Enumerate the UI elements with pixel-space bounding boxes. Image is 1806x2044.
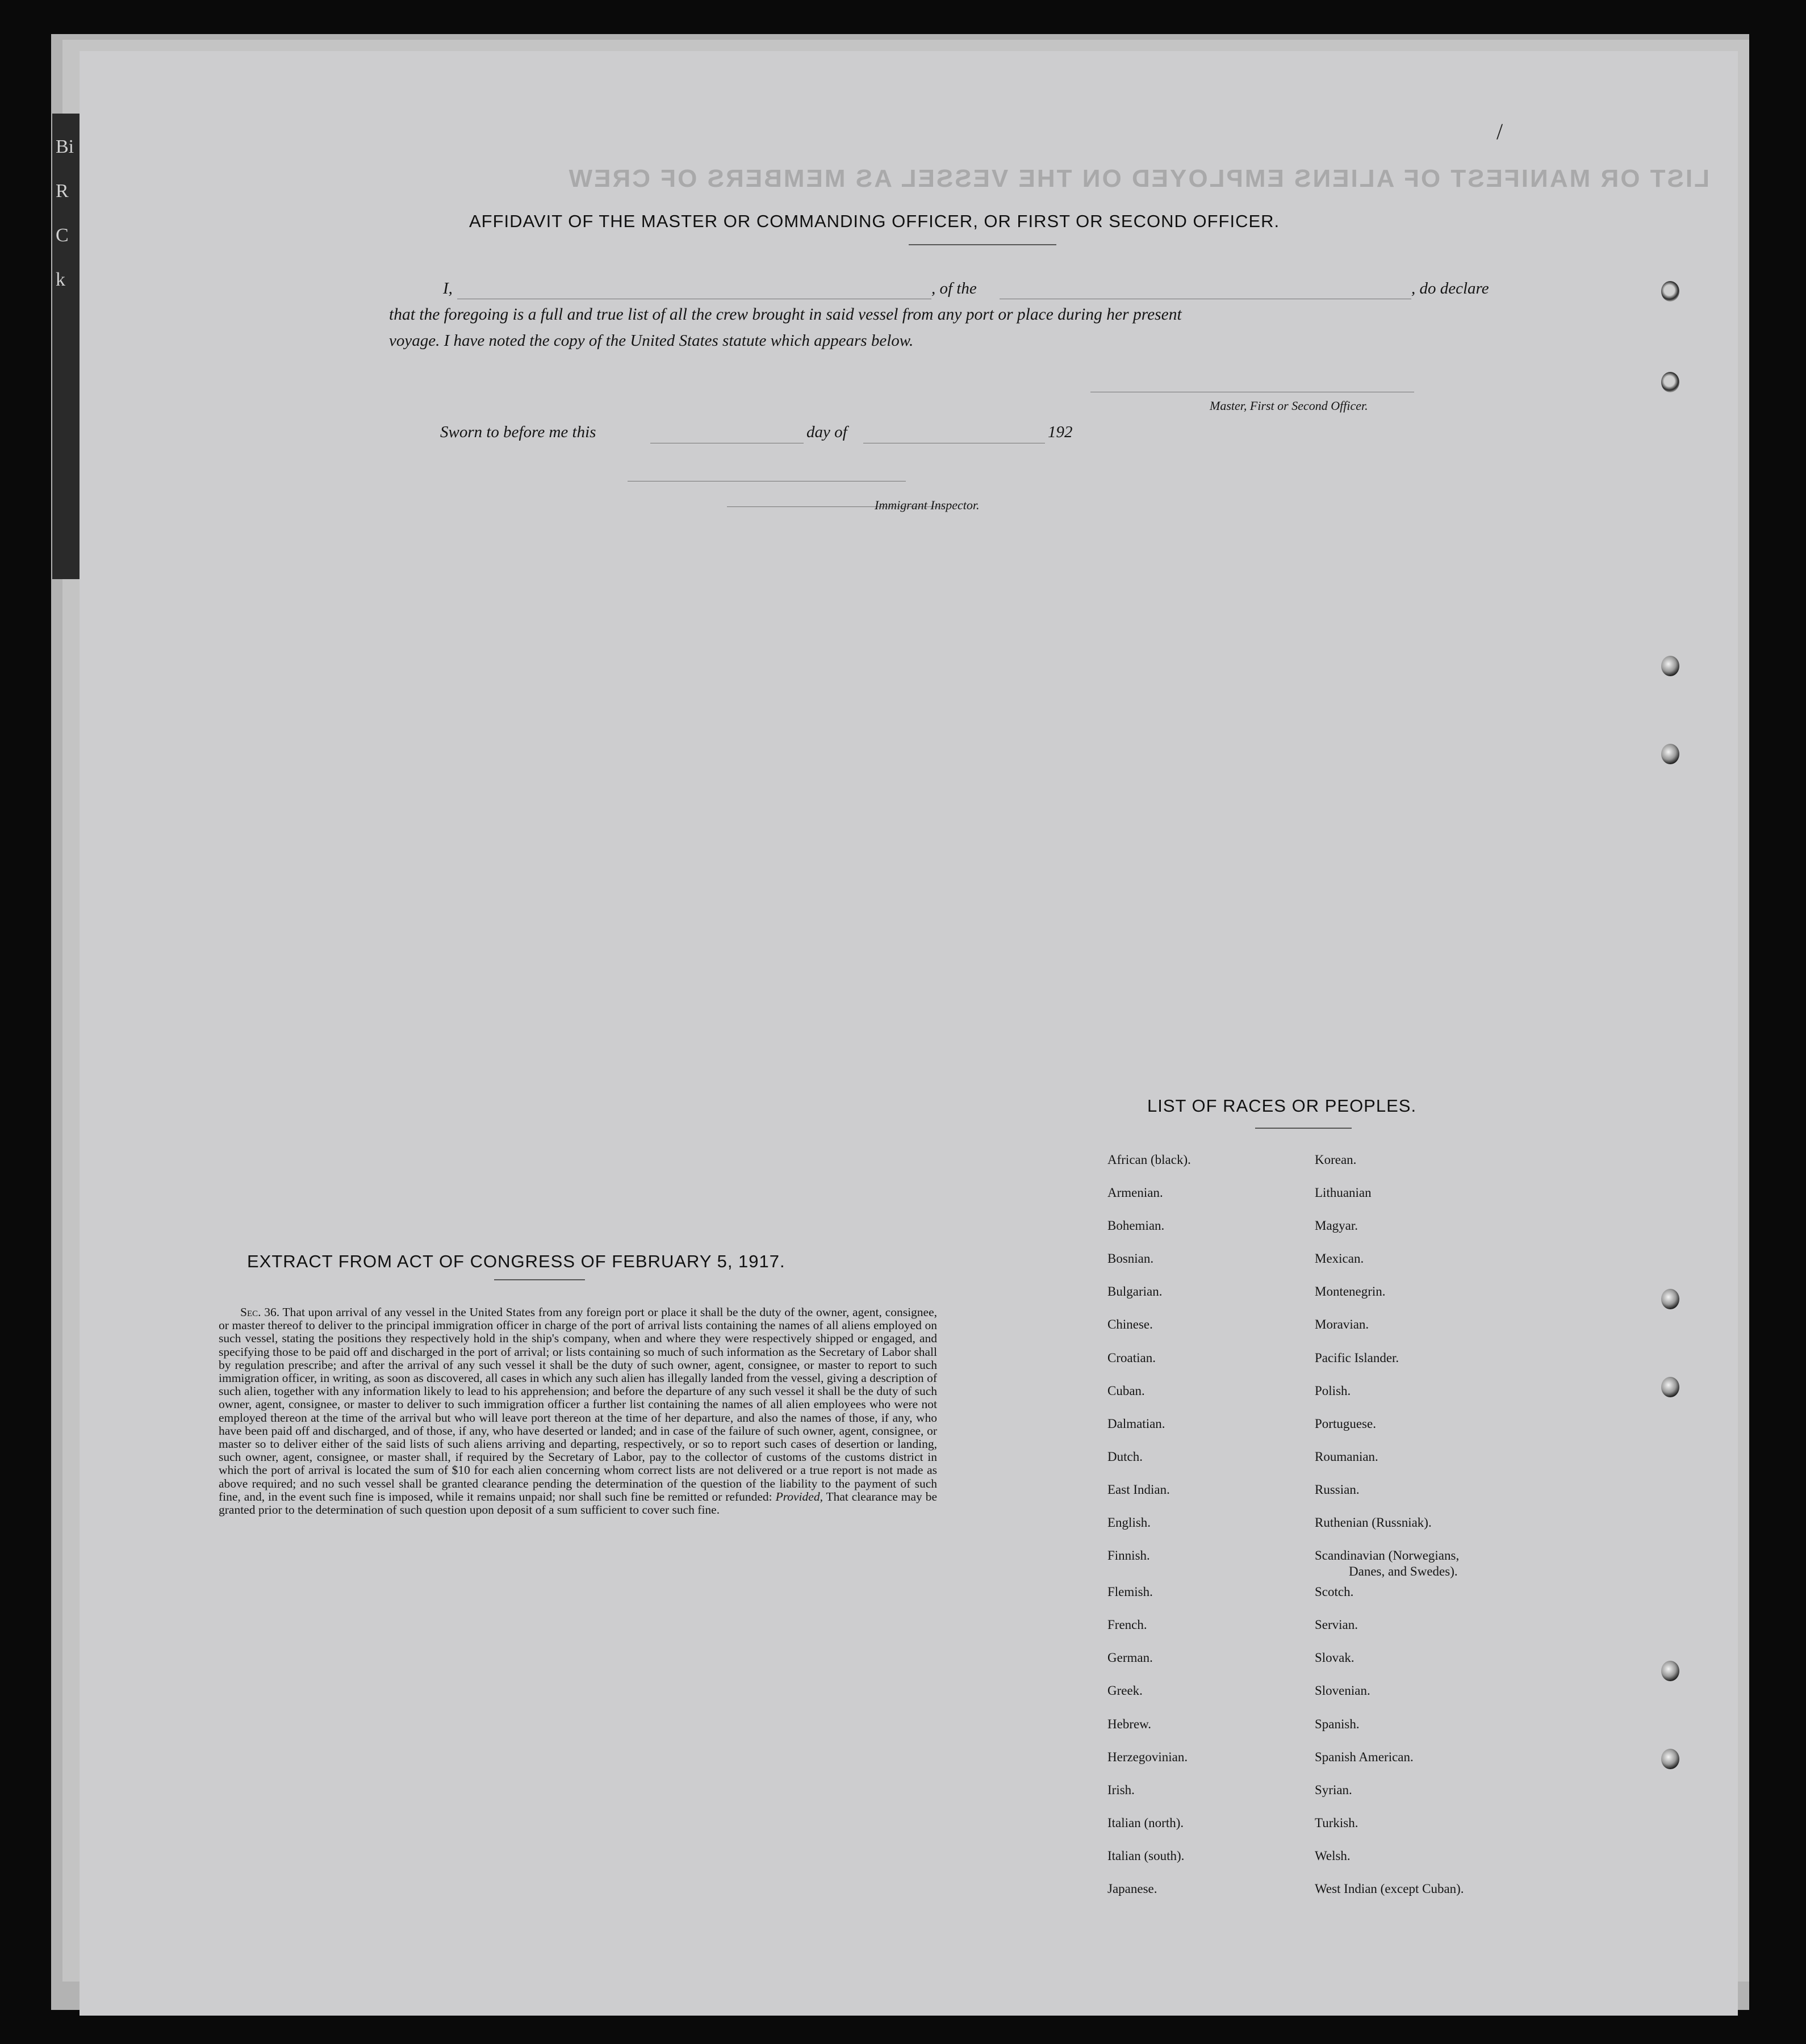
signature-caption: Master, First or Second Officer. [1210,399,1368,413]
race-item: Turkish. [1315,1815,1358,1830]
race-item: Slovenian. [1315,1683,1370,1698]
declaration-line-2: that the foregoing is a full and true list of all the crew brought in said vessel from any port or place during her present [389,305,1182,324]
races-right-column [1315,1153,1464,1915]
race-item: Scotch. [1315,1585,1354,1599]
race-item: Syrian. [1315,1782,1352,1797]
binder-hole-icon [1661,1749,1679,1769]
race-item: Croatian. [1107,1350,1156,1365]
declaration-line-3: voyage. I have noted the copy of the United States statute which appears below. [389,332,914,350]
statute-body-end: That clearance may be granted prior to the determination of such question upon deposit of a sum sufficient to cover such fine. [219,1489,937,1517]
bleed-through-heading: LIST OR MANIFEST OF ALIENS EMPLOYED ON THE VESSEL AS MEMBERS OF CREW [567,165,1709,192]
race-item: Spanish. [1315,1716,1360,1731]
race-item: Welsh. [1315,1848,1351,1863]
race-item: Roumanian. [1315,1449,1378,1464]
race-item: Slovak. [1315,1651,1354,1665]
race-item: Italian (south). [1107,1848,1185,1863]
proviso-word: Provided, [775,1489,823,1503]
race-item: Herzegovinian. [1107,1749,1188,1764]
edge-fragment-text: k [56,269,65,290]
race-item: Moravian. [1315,1317,1369,1332]
race-item: Lithuanian [1315,1186,1372,1200]
declaration-do-declare: , do declare [1411,279,1489,298]
race-item: Finnish. [1107,1548,1150,1563]
race-item: Chinese. [1107,1317,1153,1332]
race-item: Polish. [1315,1383,1351,1398]
race-item: West Indian (except Cuban). [1315,1881,1464,1896]
race-item: Bohemian. [1107,1218,1165,1233]
title-underline [909,244,1056,245]
extract-title-underline [494,1279,585,1280]
edge-fragment-text: C [56,225,69,246]
edge-fragment-text: R [56,181,69,202]
declaration-i: I, [443,279,453,298]
race-item: Scandinavian (Norwegians, [1315,1548,1460,1563]
binder-hole-icon [1661,656,1679,676]
race-item: Servian. [1315,1618,1358,1632]
sworn-prefix: Sworn to before me this [440,423,596,441]
inspector-caption: Immigrant Inspector. [875,498,980,512]
statute-text [219,1306,937,1517]
race-item: Ruthenian (Russniak). [1315,1515,1432,1530]
extract-title: EXTRACT FROM ACT OF CONGRESS OF FEBRUARY 5, 1917. [247,1251,785,1271]
margin-mark: / [1496,119,1503,144]
binder-hole-icon [1661,744,1679,764]
binder-hole-icon [1661,281,1679,301]
race-item: Greek. [1107,1683,1143,1698]
race-item: Irish. [1107,1782,1135,1797]
race-item: English. [1107,1515,1151,1530]
race-item: Hebrew. [1107,1716,1152,1731]
race-item: Spanish American. [1315,1749,1414,1764]
race-item: Armenian. [1107,1186,1163,1200]
race-item: German. [1107,1651,1153,1665]
race-item: Japanese. [1107,1881,1157,1896]
sworn-year: 192 [1048,423,1073,441]
affidavit-title: AFFIDAVIT OF THE MASTER OR COMMANDING OFFICER, OR FIRST OR SECOND OFFICER. [469,211,1280,231]
race-item: Pacific Islander. [1315,1350,1399,1365]
sworn-day-of: day of [806,423,847,441]
statute-body: That upon arrival of any vessel in the United States from any foreign port or place it shall be the duty of the owner, agent, consignee, or master thereof to deliver to the principal immigration officer in charge of the port of arrival lists containing the names of all aliens employed on such vessel, stating the positions they respectively hold in the ship's company, when and where they were respectively shipped or engaged, and specifying those to be paid off and discharged in the port of arrival; or lists containing so much of such information as the Secretary of Labor shall by regulation prescribe; and after the arrival of any such vessel it shall be the duty of such owner, agent, consignee, or master to report to such immigration officer, in writing, as soon as discovered, all cases in which any such alien has illegally landed from the vessel, giving a description of such alien, together with any information likely to lead to his apprehension; and before the departure of any such vessel it shall be the duty of such owner, agent, consignee, or master to deliver to such immigration officer a further list containing the names of all alien employees who were not employed thereon at the time of the arrival but who will leave port thereon at the time of her departure, and also the names of those, if any, who have been paid off and discharged, and of those, if any, who have deserted or landed; and in case of the failure of such owner, agent, consignee, or master so to deliver either of the said lists of such aliens arriving and departing, respectively, or so to report such cases of desertion or landing, such owner, agent, consignee, or master shall, if required by the Secretary of Labor, pay to the collector of customs of the customs district in which the port of arrival is located the sum of $10 for each alien concerning whom correct lists are not delivered or a true report is not made as above required; and no such vessel shall be granted clearance pending the determination of the question of the liability to the payment of such fine, and, in the event such fine is imposed, while it remains unpaid; nor shall such fine be remitted or refunded: [219,1305,937,1503]
race-item: Danes, and Swedes). [1349,1564,1458,1579]
edge-fragment-text: Bi [56,136,74,157]
race-item: Bosnian. [1107,1251,1154,1266]
race-item: French. [1107,1618,1147,1632]
races-left-column [1107,1153,1191,1915]
race-item: Dutch. [1107,1449,1143,1464]
races-title: LIST OF RACES OR PEOPLES. [1147,1096,1417,1116]
race-item: African (black). [1107,1153,1191,1167]
binder-hole-icon [1661,1289,1679,1309]
binder-hole-icon [1661,372,1679,392]
section-label: Sec. 36. [240,1305,280,1319]
race-item: Magyar. [1315,1218,1358,1233]
document-page [80,51,1738,2016]
binder-hole-icon [1661,1377,1679,1397]
race-item: Portuguese. [1315,1416,1376,1431]
race-item: East Indian. [1107,1482,1170,1497]
race-item: Cuban. [1107,1383,1145,1398]
race-item: Mexican. [1315,1251,1364,1266]
declaration-of-the: , of the [931,279,977,298]
race-item: Dalmatian. [1107,1416,1165,1431]
race-item: Italian (north). [1107,1815,1184,1830]
race-item: Russian. [1315,1482,1360,1497]
race-item: Bulgarian. [1107,1284,1163,1299]
race-item: Montenegrin. [1315,1284,1386,1299]
race-item: Korean. [1315,1153,1357,1167]
binder-hole-icon [1661,1661,1679,1681]
race-item: Flemish. [1107,1585,1153,1599]
races-title-underline [1255,1128,1352,1129]
